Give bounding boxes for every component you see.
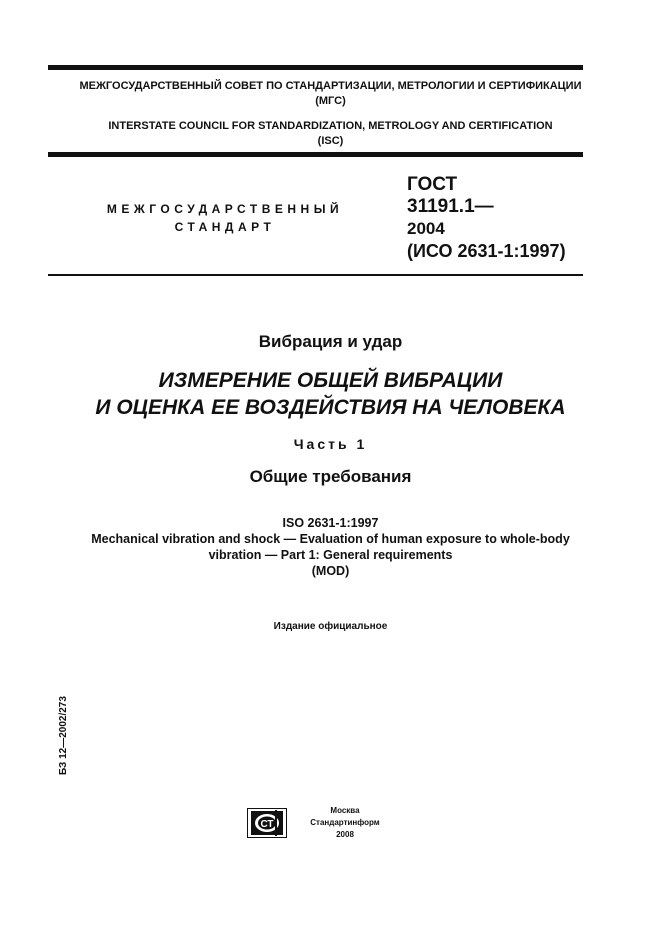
main-title — [0, 367, 661, 421]
standard-type-line1: МЕЖГОСУДАРСТВЕННЫЙ — [106, 202, 344, 216]
publisher-city: Москва — [330, 806, 360, 815]
publisher-year: 2008 — [336, 830, 354, 839]
council-ru-text: МЕЖГОСУДАРСТВЕННЫЙ СОВЕТ ПО СТАНДАРТИЗАЦИИ, МЕТРОЛОГИИ И СЕРТИФИКАЦИИ — [79, 80, 582, 92]
council-en-text: INTERSTATE COUNCIL FOR STANDARDIZATION, METROLOGY AND CERTIFICATION — [108, 120, 553, 132]
designation-rule — [48, 274, 583, 276]
designation-gost: ГОСТ — [407, 174, 458, 195]
edition-label: Издание официальное — [273, 621, 388, 632]
designation-iso: (ИСО 2631-1:1997) — [407, 241, 566, 261]
standartinform-logo-icon — [247, 808, 287, 838]
svg-text:СТ: СТ — [260, 819, 274, 830]
council-ru — [0, 79, 661, 109]
series-title: Вибрация и удар — [258, 332, 403, 351]
standard-type-line2: СТАНДАРТ — [174, 220, 276, 234]
council-ru-abbr: (МГС) — [315, 95, 346, 107]
iso-reference — [0, 515, 661, 579]
publisher — [300, 805, 390, 841]
main-title-line2: И ОЦЕНКА ЕЕ ВОЗДЕЙСТВИЯ НА ЧЕЛОВЕКА — [95, 396, 566, 419]
publisher-name: Стандартинформ — [310, 818, 380, 827]
subtitle: Общие требования — [249, 467, 412, 486]
standard-type — [60, 200, 390, 236]
iso-code: ISO 2631-1:1997 — [282, 516, 379, 530]
main-title-line1: ИЗМЕРЕНИЕ ОБЩЕЙ ВИБРАЦИИ — [158, 369, 503, 392]
iso-mod: (MOD) — [311, 564, 350, 578]
designation-number: 31191.1— — [407, 196, 494, 217]
header-rule — [48, 152, 583, 157]
part-label: Часть 1 — [293, 436, 368, 452]
council-en-abbr: (ISC) — [317, 135, 344, 147]
designation — [407, 174, 566, 262]
iso-title-line2: vibration — Part 1: General requirements — [208, 548, 453, 562]
side-code: БЗ 12—2002/273 — [58, 696, 69, 775]
iso-title-line1: Mechanical vibration and shock — Evaluation of human exposure to whole-body — [91, 532, 570, 546]
council-en — [0, 119, 661, 149]
top-rule — [48, 65, 583, 70]
designation-year: 2004 — [407, 219, 445, 238]
